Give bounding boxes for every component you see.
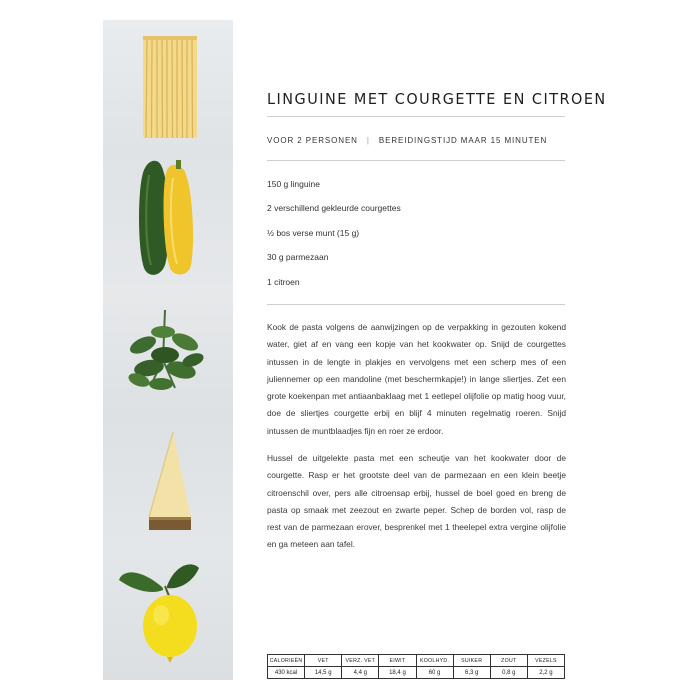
linguine-icon (143, 36, 197, 138)
lemon-icon (119, 564, 199, 663)
ingredient-photo-strip (103, 20, 233, 680)
nutrition-header: VEZELS (527, 655, 564, 667)
divider (267, 304, 565, 305)
nutrition-header: VET (305, 655, 342, 667)
nutrition-header: SUIKER (453, 655, 490, 667)
recipe-title: LINGUINE MET COURGETTE EN CITROEN (267, 90, 607, 109)
meta-separator: | (366, 136, 370, 145)
nutrition-header: EIWIT (379, 655, 416, 667)
prep-time-label: BEREIDINGSTIJD MAAR 15 MINUTEN (378, 136, 548, 145)
ingredient-item: 30 g parmezaan (267, 252, 329, 263)
ingredient-item: 150 g linguine (267, 179, 320, 189)
servings-label: VOOR 2 PERSONEN (267, 136, 358, 145)
nutrition-header: ZOUT (490, 655, 527, 667)
nutrition-value: 430 kcal (268, 667, 305, 679)
nutrition-header-row (268, 655, 565, 667)
method-paragraph-2: Hussel de uitgelekte pasta met een scheutje van het kookwater door de courgette. Rasp er het grootste deel van de parmezaan en een klein beetje citroenschil over, pers alle citroensap erbij, hussel de boel goed en breng de pasta op smaak met zeezout en zwarte peper. Schep de borden vol, rasp de rest van de parmezaan erover, besprenkel met 1 theelepel extra vergine olijfolie en ga meteen aan tafel. (267, 453, 566, 550)
nutrition-value: 60 g (416, 667, 453, 679)
ingredient-item: 1 citroen (267, 276, 300, 287)
nutrition-value-row (268, 667, 565, 679)
recipe-meta (267, 136, 547, 145)
method-paragraph-1: Kook de pasta volgens de aanwijzingen op de verpakking in gezouten kokend water, giet af en vang een kopje van het kookwater op. Snijd de courgettes intussen in de lengte in plakjes en vervolgens met een scherp mes of een juliennemer op een mandoline (met beschermkapje!) in lange sliertjes. Zet een grote koekenpan met antiaanbaklaag met 1 eetlepel olijfolie op matig hoog vuur, doe de sliertjes courgette erbij en blijf 4 minuten regelmatig roeren. Snijd intussen de muntblaadjes fijn en roer ze erdoor. (267, 322, 566, 436)
ingredient-list (267, 179, 401, 301)
nutrition-value: 6,3 g (453, 667, 490, 679)
nutrition-header: KOOLHYD. (416, 655, 453, 667)
nutrition-header: VERZ. VET (342, 655, 379, 667)
divider (267, 116, 565, 117)
parmesan-icon (149, 432, 191, 530)
mint-icon (127, 310, 206, 390)
ingredient-illustrations (103, 20, 233, 680)
courgette-icon (139, 160, 193, 275)
ingredient-item: ½ bos verse munt (15 g) (267, 227, 360, 238)
divider (267, 160, 565, 161)
nutrition-value: 0,8 g (490, 667, 527, 679)
nutrition-value: 4,4 g (342, 667, 379, 679)
ingredient-item: 2 verschillend gekleurde courgettes (267, 203, 401, 214)
nutrition-table (267, 654, 565, 679)
nutrition-value: 2,2 g (527, 667, 564, 679)
nutrition-value: 14,5 g (305, 667, 342, 679)
nutrition-header: CALORIEËN (268, 655, 305, 667)
nutrition-value: 18,4 g (379, 667, 416, 679)
